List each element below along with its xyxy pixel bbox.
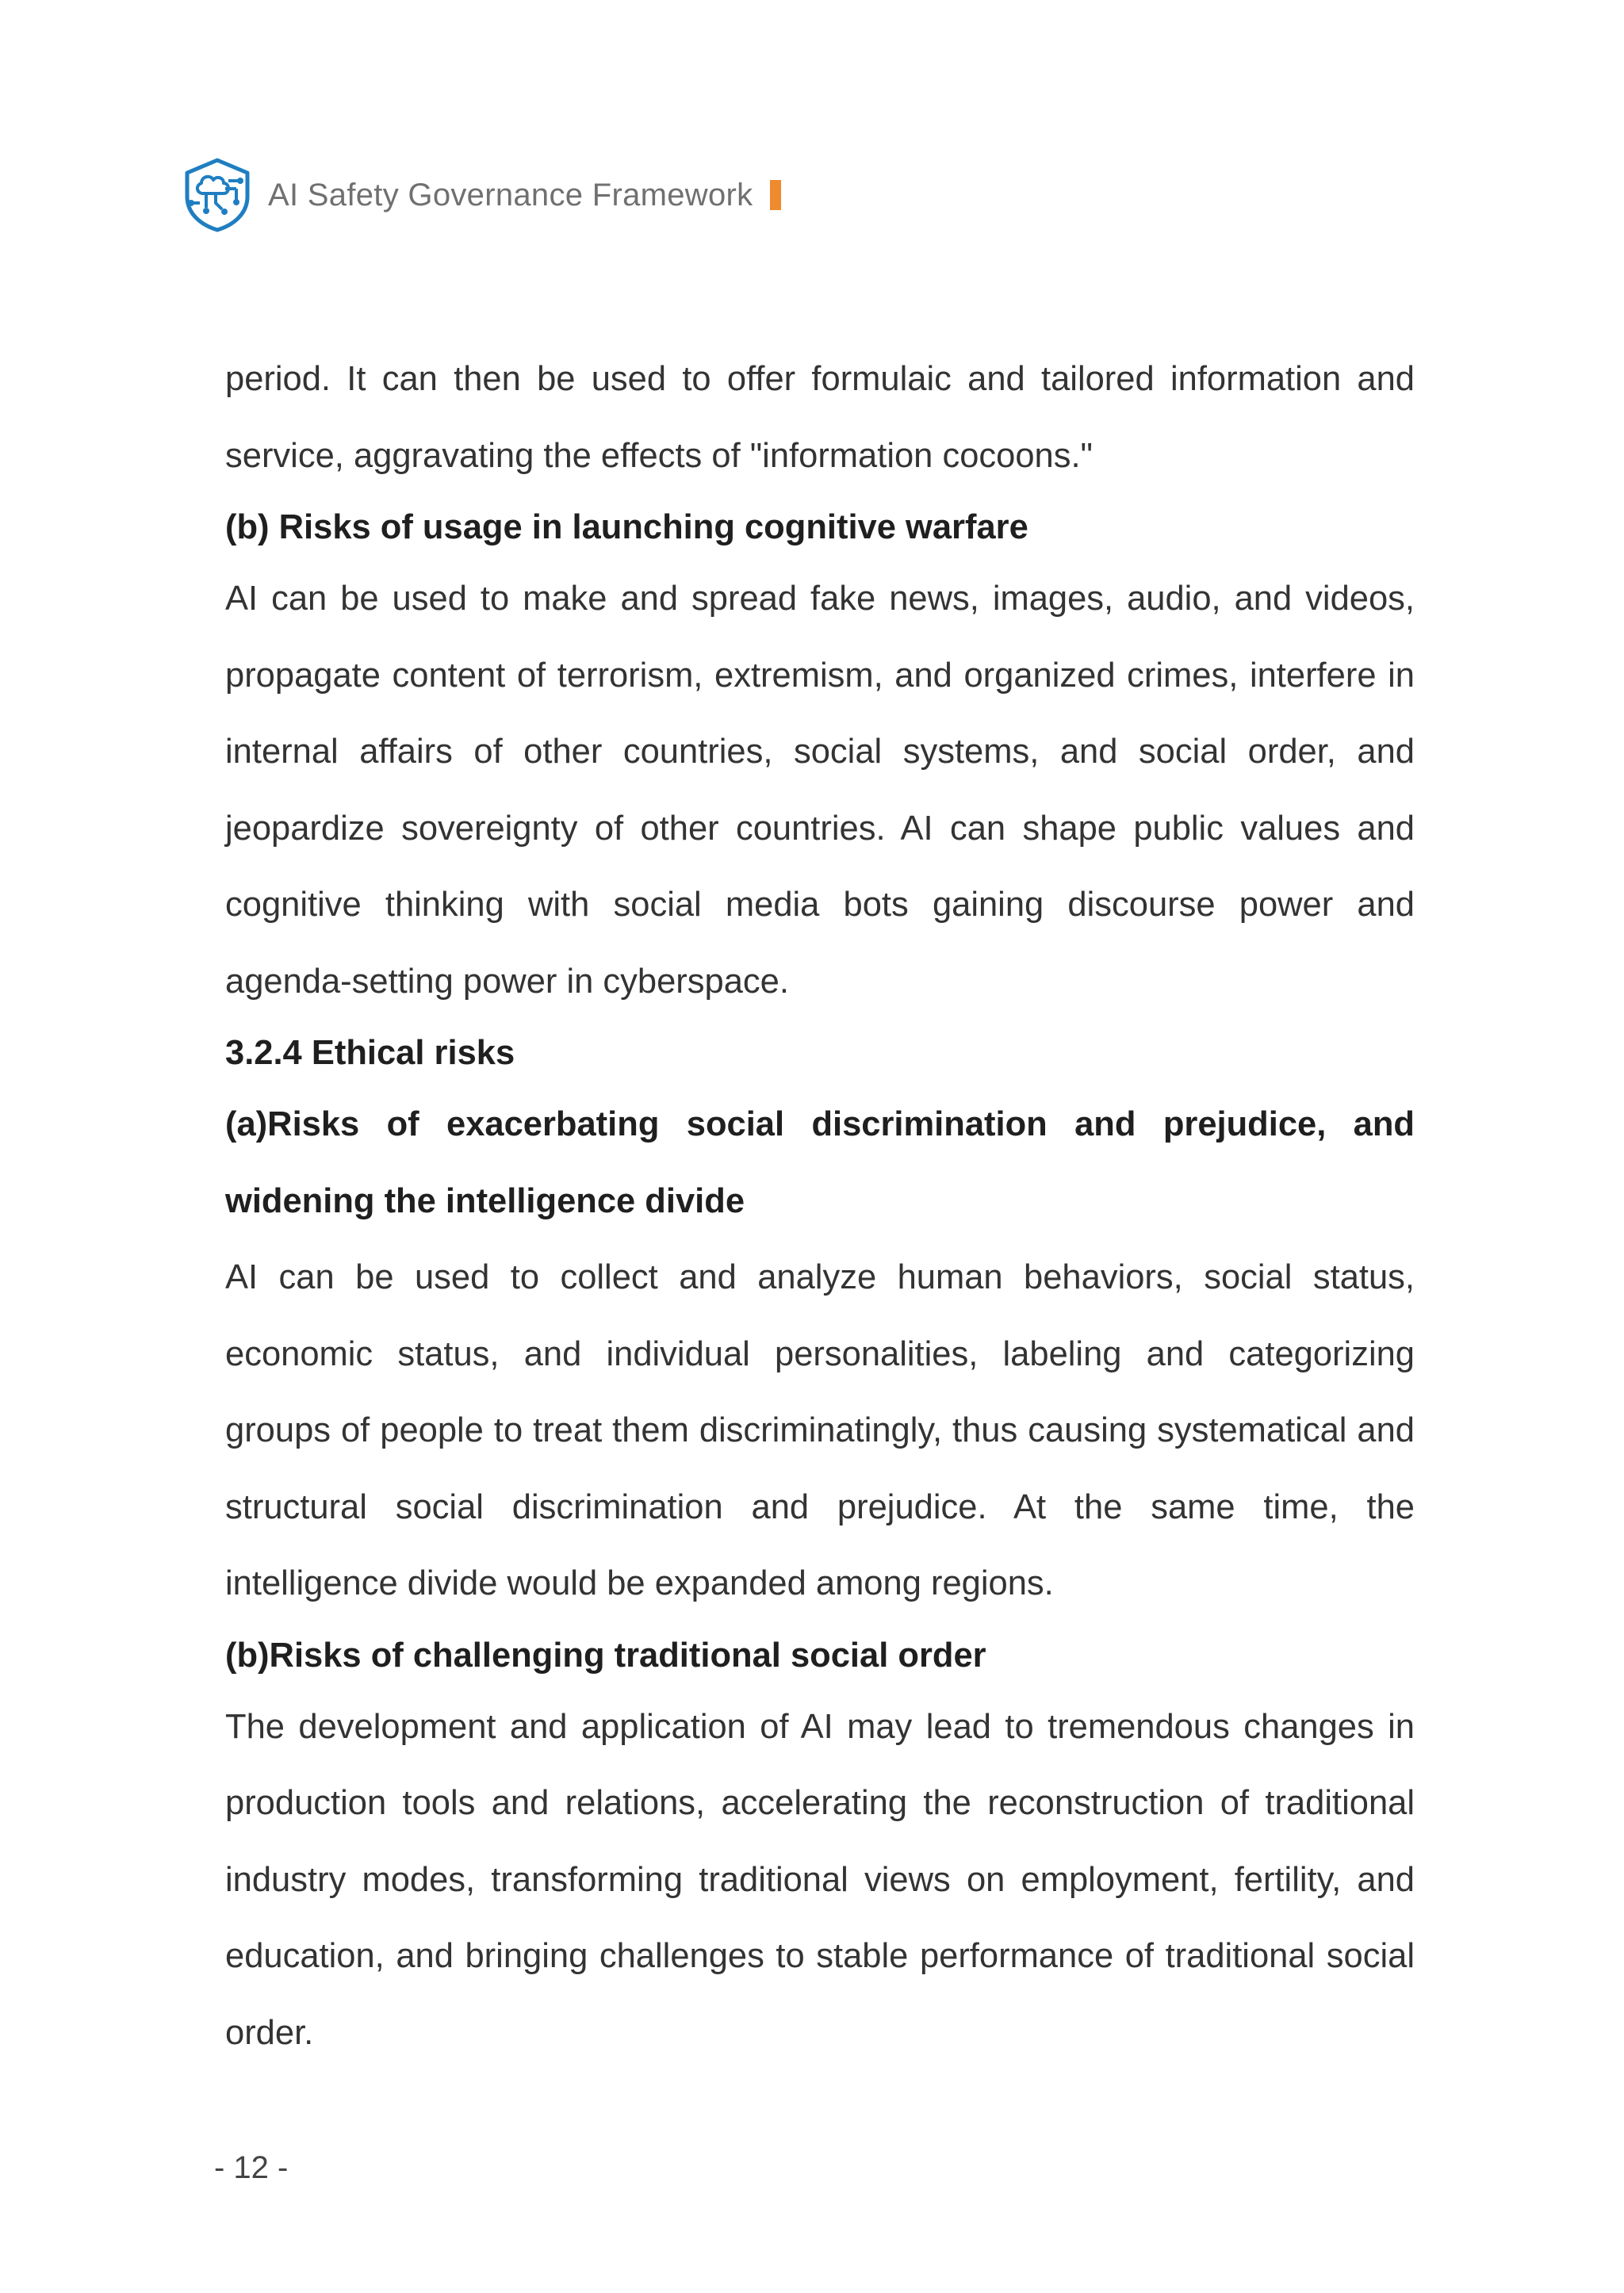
- heading-social-discrimination: (a)Risks of exacerbating social discrimination and prejudice, and widening the intelligence divide: [225, 1105, 1415, 1220]
- paragraph-information-cocoons: period. It can then be used to offer formulaic and tailored information and service, aggravating the effects of "information cocoons.": [225, 360, 1415, 475]
- section-heading-ethical-risks: 3.2.4 Ethical risks: [225, 1034, 515, 1072]
- shield-circuit-logo-icon: [181, 157, 254, 233]
- paragraph-social-discrimination: AI can be used to collect and analyze human behaviors, social status, economic status, and individual personalities, labeling and categorizing groups of people to treat them discriminatingly, thus causing systematical and structural social discrimination and prejudice. At the same time, the intelligence divide would be expanded among regions.: [225, 1258, 1415, 1602]
- page-header: [181, 157, 781, 233]
- paragraph-traditional-social-order: The development and application of AI may lead to tremendous changes in production tools and relations, accelerating the reconstruction of traditional industry modes, transforming traditional views on employment, fertility, and education, and bringing challenges to stable performance of traditional social order.: [225, 1707, 1415, 2052]
- heading-traditional-social-order: (b)Risks of challenging traditional social order: [225, 1636, 986, 1675]
- header-accent-bar: [770, 180, 781, 210]
- page-content: [225, 341, 1415, 2071]
- heading-cognitive-warfare: (b) Risks of usage in launching cognitive warfare: [225, 508, 1028, 546]
- paragraph-cognitive-warfare: AI can be used to make and spread fake news, images, audio, and videos, propagate content of terrorism, extremism, and organized crimes, interfere in internal affairs of other countries, social systems, and social order, and jeopardize sovereignty of other countries. AI can shape public values and cognitive thinking with social media bots gaining discourse power and agenda-setting power in cyberspace.: [225, 580, 1415, 1001]
- header-title: AI Safety Governance Framework: [268, 177, 753, 212]
- page-number: - 12 -: [214, 2150, 289, 2185]
